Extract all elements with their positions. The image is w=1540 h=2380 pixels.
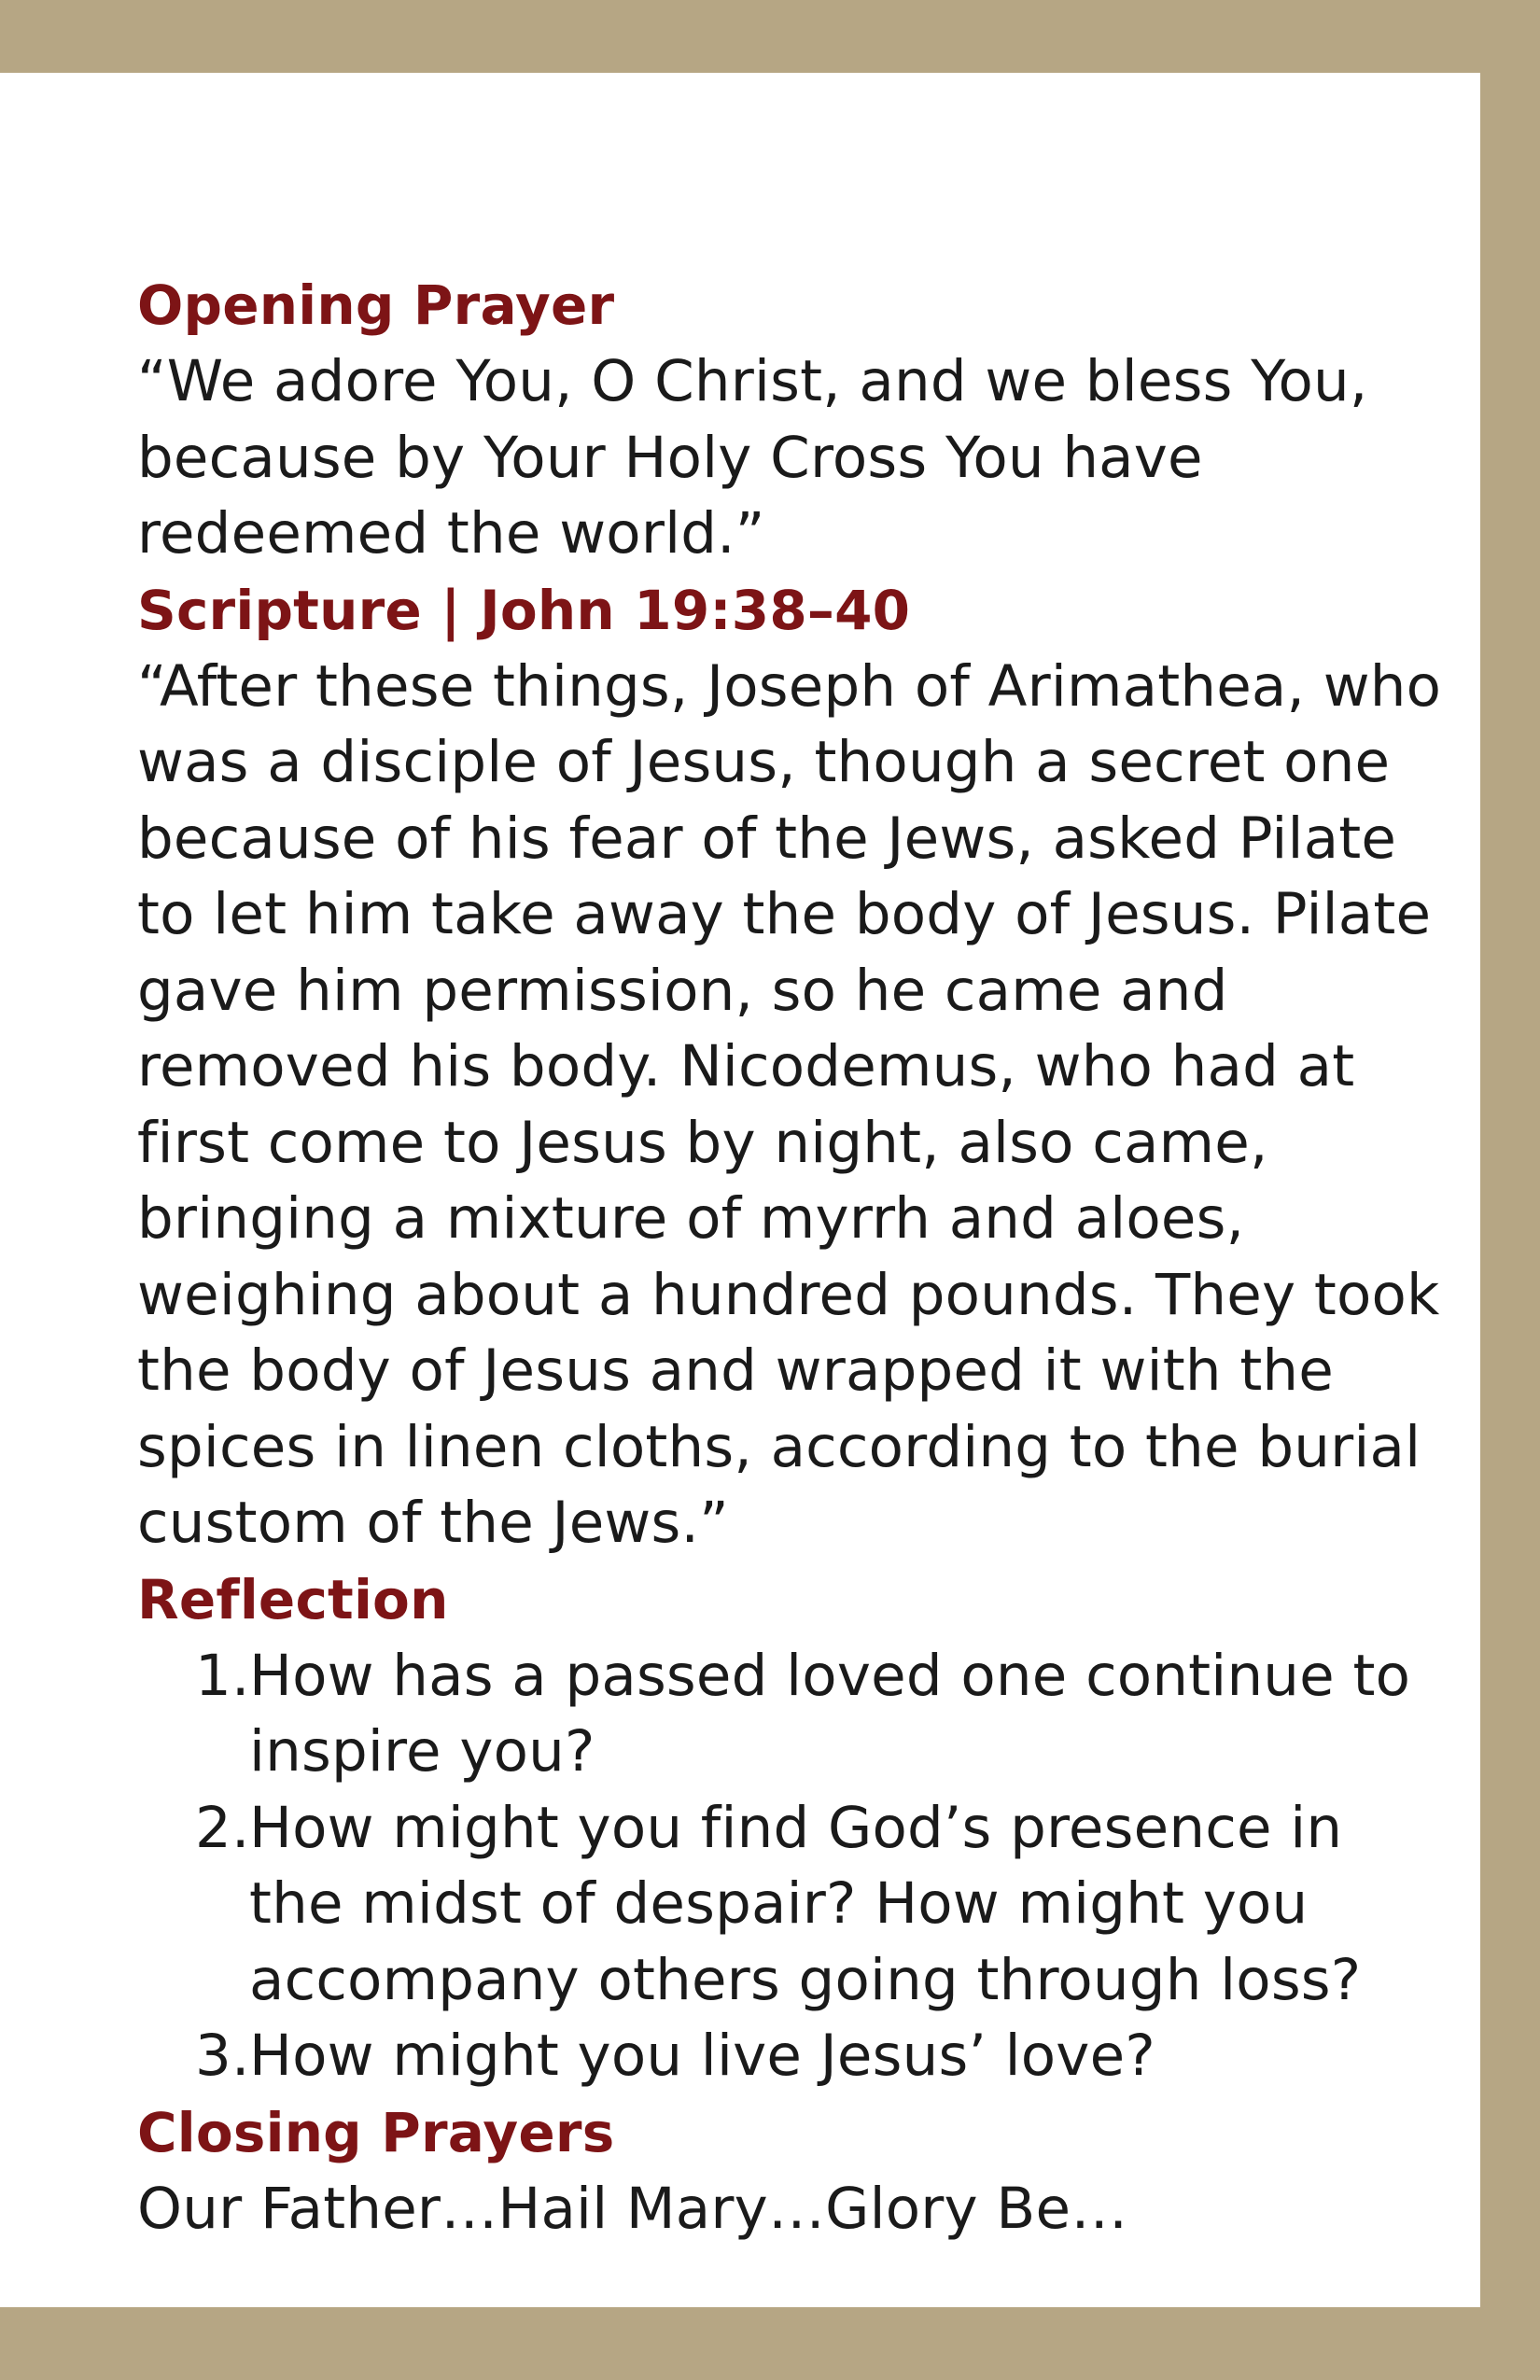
scripture-line: gave him permission, so he came and [137,957,1228,1024]
closing-prayers-text [137,2171,1425,2247]
question-line: How might you find God’s presence in [249,1794,1343,1861]
closing-prayers-line: Our Father…Hail Mary…Glory Be… [137,2175,1128,2242]
reflection-question [137,2018,1425,2094]
opening-prayer-line: because by Your Holy Cross You have [137,424,1203,491]
scripture-line: bringing a mixture of myrrh and aloes, [137,1185,1245,1252]
reflection-heading: Reflection [137,1567,449,1631]
question-number: 2. [195,1794,250,1861]
reflection-question [137,1790,1425,2019]
scripture-line: was a disciple of Jesus, though a secret one [137,729,1391,795]
scripture-line: removed his body. Nicodemus, who had at [137,1033,1355,1099]
scripture-line: to let him take away the body of Jesus. Pilate [137,881,1432,947]
opening-prayer-text [137,343,1425,572]
prayer-content [137,267,1442,2247]
scripture-heading: Scripture | John 19:38–40 [137,578,911,642]
scripture-line: “After these things, Joseph of Arimathea, who [137,652,1442,720]
opening-prayer-line: “We adore You, O Christ, and we bless You, [137,348,1368,414]
scripture-line: because of his fear of the Jews, asked Pilate [137,805,1397,872]
scripture-line: the body of Jesus and wrapped it with the [137,1337,1335,1404]
scripture-text [137,649,1442,1561]
question-line: How might you live Jesus’ love? [249,2023,1155,2089]
opening-prayer-line: redeemed the world.” [137,500,765,567]
reflection-question [137,1638,1425,1790]
opening-prayer-heading: Opening Prayer [137,273,615,337]
question-number: 1. [195,1642,250,1709]
scripture-line: spices in linen cloths, according to the burial [137,1413,1421,1480]
question-line: accompany others going through loss? [249,1946,1362,2013]
scripture-line: first come to Jesus by night, also came, [137,1109,1268,1176]
scripture-line: custom of the Jews.” [137,1490,729,1556]
prayer-card [0,73,1480,2307]
question-number: 3. [195,2023,250,2089]
question-line: the midst of despair? How might you [249,1870,1309,1937]
scripture-line: weighing about a hundred pounds. They took [137,1261,1440,1328]
question-line: How has a passed loved one continue to [249,1642,1411,1709]
question-line: inspire you? [249,1718,595,1785]
reflection-questions [137,1638,1425,2094]
closing-prayers-heading: Closing Prayers [137,2100,615,2164]
